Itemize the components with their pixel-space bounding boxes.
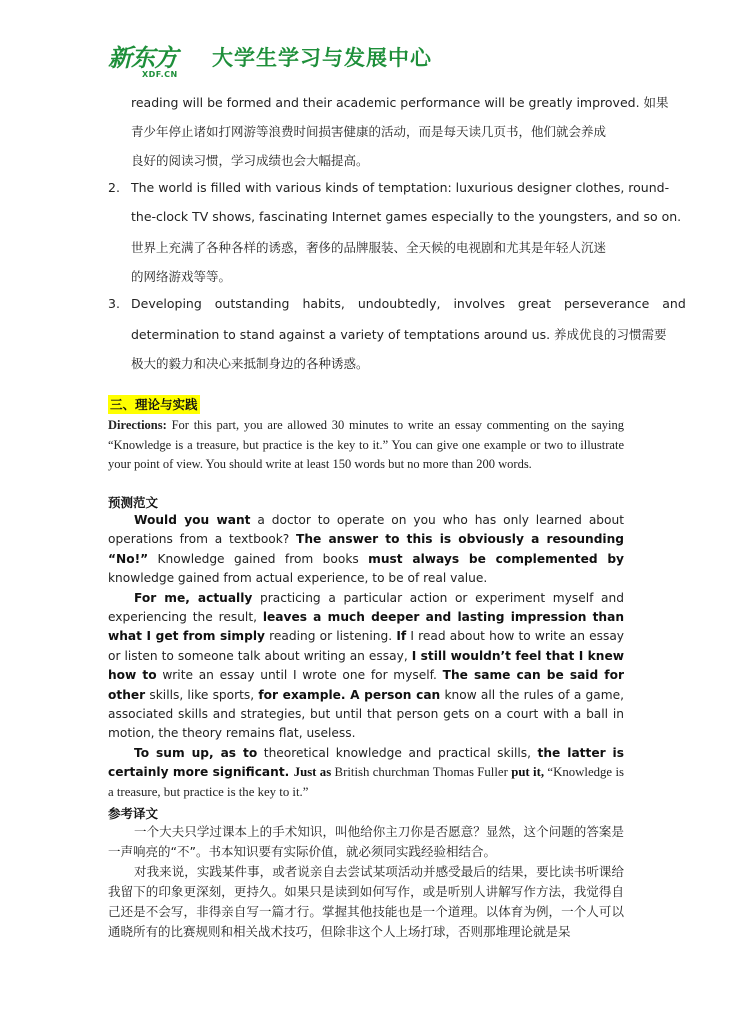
essay-run: write an essay until I wrote one for myself. bbox=[156, 668, 443, 683]
essay-run: For me, actually bbox=[134, 590, 253, 605]
essay-paragraph bbox=[108, 511, 624, 589]
essay-run: knowledge gained from actual experience, to be of real value. bbox=[108, 571, 488, 586]
sample-essay-heading: 预测范文 bbox=[108, 495, 159, 510]
logo-text: 新东方 bbox=[108, 44, 177, 72]
translation-paragraph: 对我来说，实践某件事，或者说亲自去尝试某项活动并感受最后的结果，要比读书听课给我留下的印象更深刻，更持久。如果只是读到如何写作，或是听别人讲解写作方法，我觉得自己还是不会写，非得亲自写一篇才行。掌握其他技能也是一个道理。以体育为例，一个人可以通晓所有的比赛规则和相关战术技巧，但除非这个人上场打球，否则那堆理论就是呆 bbox=[108, 864, 624, 939]
logo-subtext: XDF.CN bbox=[142, 70, 178, 79]
header-title: 大学生学习与发展中心 bbox=[212, 46, 432, 70]
essay-run: a doctor to operate on you who has only learned about operations from a textbook? bbox=[108, 513, 624, 547]
essay-run: skills, like sports, bbox=[145, 687, 259, 702]
essay-run: leaves a much deeper and lasting impression than what I get from simply bbox=[108, 610, 624, 644]
essay-run: Just as bbox=[293, 765, 332, 780]
essay-run: theoretical knowledge and practical skills, bbox=[257, 745, 538, 760]
essay-run: must always be complemented by bbox=[368, 551, 624, 566]
essay-run: the latter is certainly more significant. bbox=[108, 745, 624, 780]
directions-label: Directions: bbox=[108, 418, 167, 432]
essay-run: Would you want bbox=[134, 513, 251, 527]
essay-run: for example. A person can bbox=[258, 687, 441, 702]
essay-run: The answer to this is obviously a resounding “No!” bbox=[108, 532, 625, 566]
text-line: 极大的毅力和决心来抵制身边的各种诱惑。 bbox=[131, 356, 369, 371]
essay-run: “Knowledge is a treasure, but practice is the key to it.” bbox=[108, 765, 624, 799]
text-line: 世界上充满了各种各样的诱惑，奢侈的品牌服装、全天候的电视剧和尤其是年轻人沉迷 bbox=[131, 240, 607, 255]
translation-paragraph: 一个大夫只学过课本上的手术知识，叫他给你主刀你是否愿意？显然，这个问题的答案是一声响亮的“不”。书本知识要有实际价值，就必须同实践经验相结合。 bbox=[108, 824, 624, 859]
directions bbox=[108, 416, 624, 475]
directions-text: For this part, you are allowed 30 minutes to write an essay commenting on the saying “Knowledge is a treasure, but practice is the key to it.” You can give one example or two to illustrate your point of view. You should write at least 150 words but no more than 200 words. bbox=[108, 418, 624, 471]
reference-translation bbox=[108, 822, 624, 942]
essay-run: Knowledge gained from books bbox=[148, 551, 369, 566]
essay-run: practicing a particular action or experiment myself and experiencing the result, bbox=[108, 590, 624, 625]
text-line: The world is filled with various kinds of temptation: luxurious designer clothes, round- bbox=[131, 180, 670, 195]
text-line: determination to stand against a variety of temptations around us. 养成优良的习惯需要 bbox=[131, 327, 667, 342]
essay-run: I read about how to write an essay or listen to someone talk about writing an essay, bbox=[108, 629, 625, 663]
text-line: the-clock TV shows, fascinating Internet games especially to the youngsters, and so on. bbox=[131, 209, 682, 224]
essay-run: know all the rules of a game, associated skills and strategies, but until that person gets on a court with a ball in motion, the theory remains flat, useless. bbox=[108, 687, 624, 741]
section-heading: 三、理论与实践 bbox=[110, 397, 198, 412]
essay-paragraph bbox=[108, 589, 624, 744]
text-line: reading will be formed and their academic performance will be greatly improved. 如果 bbox=[131, 95, 669, 110]
translation-heading: 参考译文 bbox=[108, 806, 159, 821]
essay-run: reading or listening. bbox=[264, 629, 397, 644]
list-number: 2. bbox=[108, 180, 120, 195]
essay-run: The same can be said for other bbox=[108, 668, 624, 702]
page-header bbox=[108, 44, 432, 84]
essay-run: To sum up, as to bbox=[134, 745, 258, 760]
brand-logo bbox=[108, 44, 200, 84]
list-number: 3. bbox=[108, 296, 120, 311]
text-line: Developing outstanding habits, undoubtedly, involves great perseverance and bbox=[131, 296, 686, 311]
essay-run: If bbox=[396, 629, 407, 644]
essay-paragraph bbox=[108, 744, 624, 802]
text-line: 青少年停止诸如打网游等浪费时间损害健康的活动，而是每天读几页书，他们就会养成 bbox=[131, 124, 607, 139]
text-line: 的网络游戏等等。 bbox=[131, 269, 232, 284]
essay-run: British churchman Thomas Fuller bbox=[331, 765, 512, 780]
essay-run: I still wouldn’t feel that I knew how to bbox=[108, 648, 624, 683]
text-line: 良好的阅读习惯，学习成绩也会大幅提高。 bbox=[131, 153, 369, 168]
sample-essay bbox=[108, 511, 624, 802]
essay-run: put it, bbox=[511, 765, 545, 780]
